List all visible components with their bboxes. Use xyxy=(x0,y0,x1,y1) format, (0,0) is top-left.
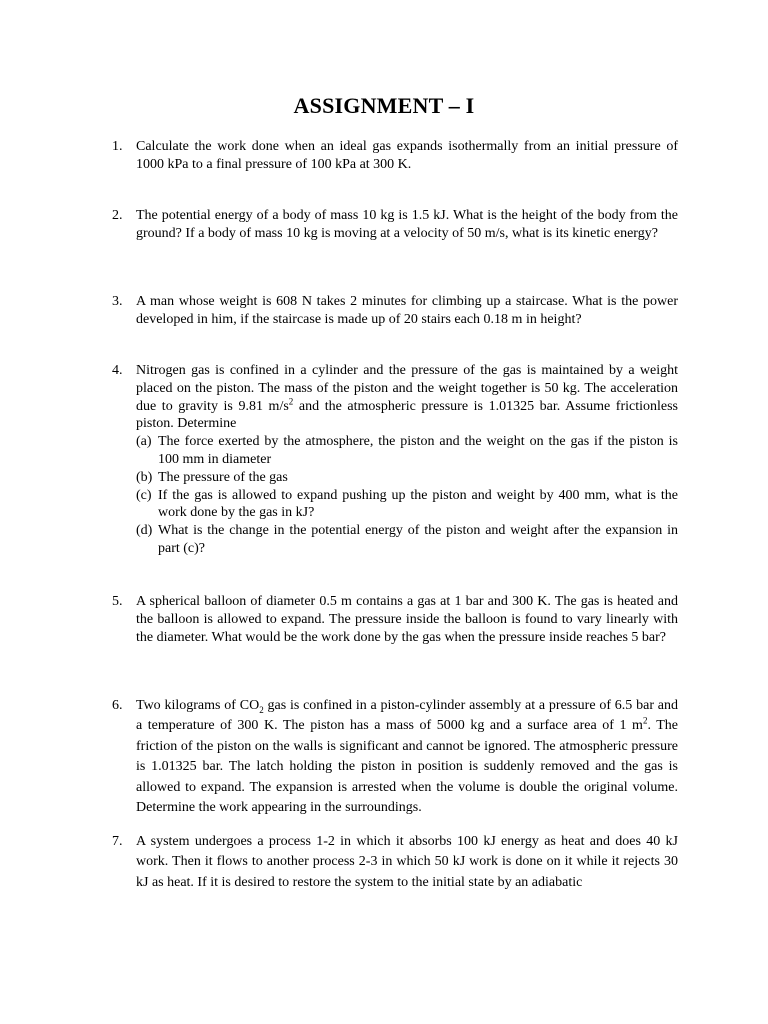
question-text: Two kilograms of $CO_2$ gas is confined in a piston-cylinder assembly at a pressure of 6.5 bar and a temperature of 300 K. The piston has a mass of 5000 kg and a surface area of 1 $m^2$. The friction of the piston on the walls is significant and cannot be ignored. The atmospheric pressure is 1.01325 bar. The latch holding the piston in position is suddenly removed and the gas is allowed to expand. The expansion is arrested when the volume is double the original volume. Determine the work appearing in the surroundings. xyxy=(136,698,679,816)
question-text: Nitrogen gas is confined in a cylinder and the pressure of the gas is maintained by a weight placed on the piston. The mass of the piston and the weight together is 50 kg. The acceleration due to gravity is 9.81 $m/s^2$ and the atmospheric pressure is 1.01325 bar. Assume frictionless piston. Determine xyxy=(136,363,679,432)
subscript: 2 xyxy=(259,704,264,715)
part-text: What is the change in the potential energy of the piston and weight after the expansion in part (c)? xyxy=(158,523,678,556)
question-text: The potential energy of a body of mass 10 kg is 1.5 kJ. What is the height of the body from the ground? If a body of mass 10 kg is moving at a velocity of 50 m/s, what is its kinetic energy? xyxy=(136,208,678,241)
question-number: 7. xyxy=(112,834,123,849)
question-3 xyxy=(112,293,678,329)
question-text: A system undergoes a process 1-2 in which it absorbs 100 kJ energy as heat and does 40 kJ work. Then it flows to another process 2-3 in which 50 kJ work is done on it while it rejects 30 kJ as heat. If it is desired to restore the system to the initial state by an adiabatic xyxy=(136,834,678,890)
superscript: 2 xyxy=(288,395,294,406)
question-5 xyxy=(112,593,678,646)
question-number: 5. xyxy=(112,594,123,609)
part-label: (d) xyxy=(136,523,153,539)
question-number: 3. xyxy=(112,294,123,309)
question-number: 1. xyxy=(112,139,123,154)
question-parts xyxy=(136,433,678,558)
question-7 xyxy=(112,832,678,893)
part-text: The force exerted by the atmosphere, the piston and the weight on the gas if the piston is 100 mm in diameter xyxy=(158,434,678,467)
superscript: 2 xyxy=(642,715,648,726)
question-part-c xyxy=(136,487,678,523)
question-number: 4. xyxy=(112,363,123,378)
question-number: 6. xyxy=(112,698,123,713)
question-text: Calculate the work done when an ideal gas expands isothermally from an initial pressure of 1000 kPa to a final pressure of 100 kPa at 300 K. xyxy=(136,139,678,172)
part-label: (c) xyxy=(136,487,152,503)
page-title: ASSIGNMENT – I xyxy=(293,93,475,118)
part-text: If the gas is allowed to expand pushing up the piston and weight by 400 mm, what is the work done by the gas in kJ? xyxy=(158,487,678,521)
question-6 xyxy=(112,696,678,818)
question-text: A man whose weight is 608 N takes 2 minutes for climbing up a staircase. What is the power developed in him, if the staircase is made up of 20 stairs each 0.18 m in height? xyxy=(136,294,678,327)
part-label: (a) xyxy=(136,434,152,450)
question-2 xyxy=(112,207,678,243)
question-number: 2. xyxy=(112,208,123,223)
question-part-d xyxy=(136,522,678,558)
question-part-b xyxy=(136,469,678,487)
question-text: A spherical balloon of diameter 0.5 m contains a gas at 1 bar and 300 K. The gas is heated and the balloon is allowed to expand. The pressure inside the balloon is found to vary linearly with the diameter. What would be the work done by the gas when the pressure inside reaches 5 bar? xyxy=(136,594,678,645)
question-1 xyxy=(112,138,678,174)
question-4 xyxy=(112,362,678,558)
part-text: The pressure of the gas xyxy=(158,469,288,485)
question-part-a xyxy=(136,433,678,469)
part-label: (b) xyxy=(136,469,153,485)
